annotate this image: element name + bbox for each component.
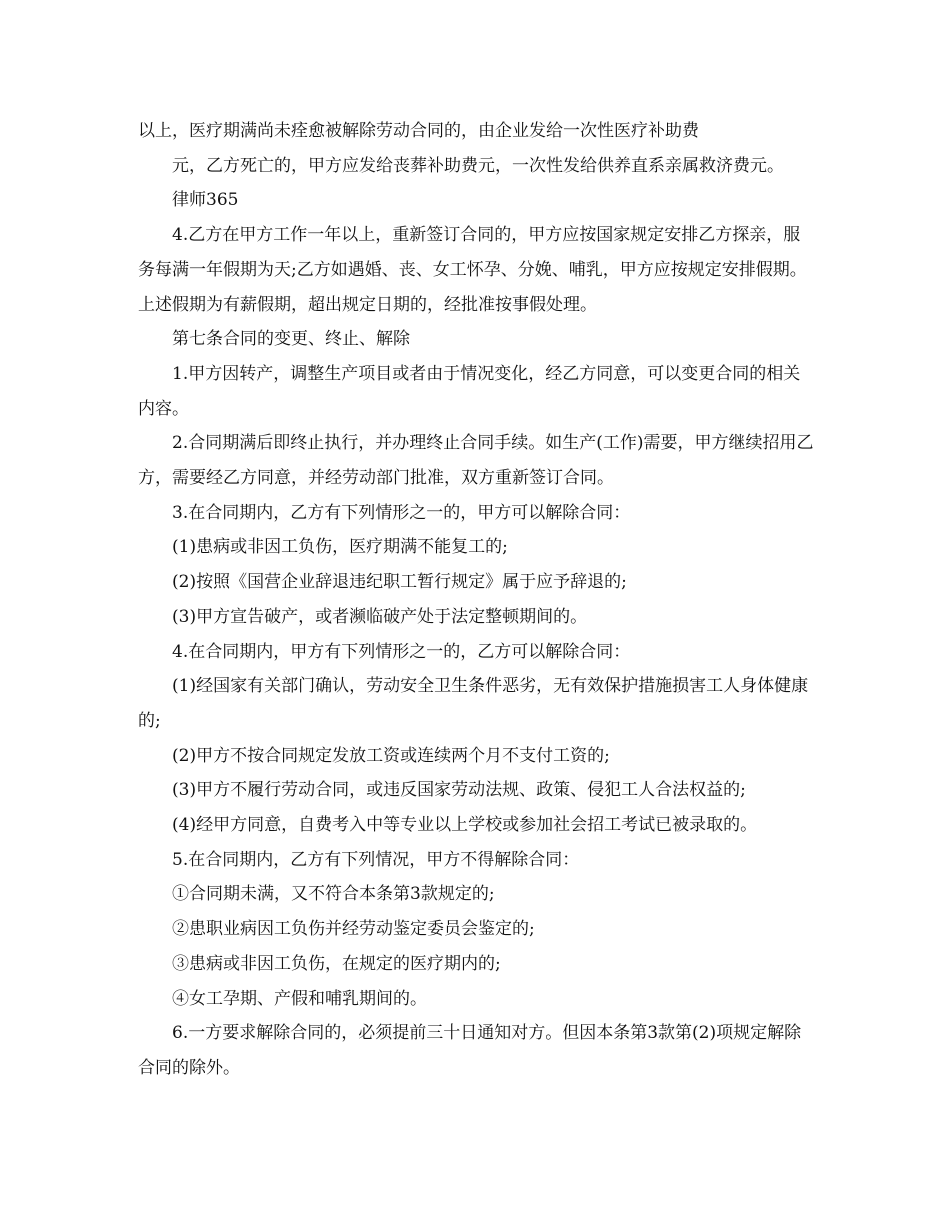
clause-4-item-4: (4)经甲方同意，自费考入中等专业以上学校或参加社会招工考试已被录取的。: [172, 815, 758, 836]
paragraph-watermark-text: 律师365: [172, 190, 239, 211]
paragraph-continuation: 以上，医疗期满尚未痊愈被解除劳动合同的，由企业发给一次性医疗补助费: [138, 121, 699, 141]
clause-5-item-3: ③患病或非因工负伤，在规定的医疗期内的;: [172, 953, 501, 974]
clause-3-employer-dissolve: 3.在合同期内，乙方有下列情形之一的，甲方可以解除合同：: [172, 502, 631, 523]
clause-5-item-1: ①合同期未满，又不符合本条第3款规定的;: [172, 884, 495, 905]
paragraph-home-leave: 4.乙方在甲方工作一年以上，重新签订合同的，甲方应按国家规定安排乙方探亲，服务每满一年假期为天;乙方如遇婚、丧、女工怀孕、分娩、哺乳，甲方应按规定安排假期。上述假期为有薪假期，超出规定日期的，经批准按事假处理。: [138, 225, 807, 315]
paragraph-funeral-subsidy: 元，乙方死亡的，甲方应发给丧葬补助费元，一次性发给供养直系亲属救济费元。: [172, 155, 784, 176]
clause-4-employee-dissolve: 4.在合同期内，甲方有下列情形之一的，乙方可以解除合同：: [172, 641, 631, 662]
clause-3-item-2: (2)按照《国营企业辞退违纪职工暂行规定》属于应予辞退的;: [172, 572, 627, 593]
clause-4-item-2: (2)甲方不按合同规定发放工资或连续两个月不支付工资的;: [172, 745, 610, 766]
clause-6-notice: 6.一方要求解除合同的，必须提前三十日通知对方。但因本条第3款第(2)项规定解除合同的除外。: [138, 1023, 802, 1078]
clause-3-item-3: (3)甲方宣告破产，或者濒临破产处于法定整顿期间的。: [172, 606, 588, 627]
document-body: [138, 114, 814, 1086]
clause-4-item-3: (3)甲方不履行劳动合同，或违反国家劳动法规、政策、侵犯工人合法权益的;: [172, 780, 746, 801]
section-heading-article-7: 第七条合同的变更、终止、解除: [172, 329, 410, 350]
clause-5-item-4: ④女工孕期、产假和哺乳期间的。: [172, 988, 427, 1009]
clause-2-termination: 2.合同期满后即终止执行，并办理终止合同手续。如生产(工作)需要，甲方继续招用乙方，需要经乙方同意，并经劳动部门批准，双方重新签订合同。: [138, 433, 814, 489]
clause-3-item-1: (1)患病或非因工负伤，医疗期满不能复工的;: [172, 537, 508, 558]
clause-1-change: 1.甲方因转产，调整生产项目或者由于情况变化，经乙方同意，可以变更合同的相关内容。: [138, 363, 801, 419]
clause-4-item-1: (1)经国家有关部门确认，劳动安全卫生条件恶劣，无有效保护措施损害工人身体健康的;: [138, 676, 809, 731]
clause-5-no-dissolve: 5.在合同期内，乙方有下列情况，甲方不得解除合同：: [172, 849, 580, 870]
clause-5-item-2: ②患职业病因工负伤并经劳动鉴定委员会鉴定的;: [172, 919, 535, 940]
